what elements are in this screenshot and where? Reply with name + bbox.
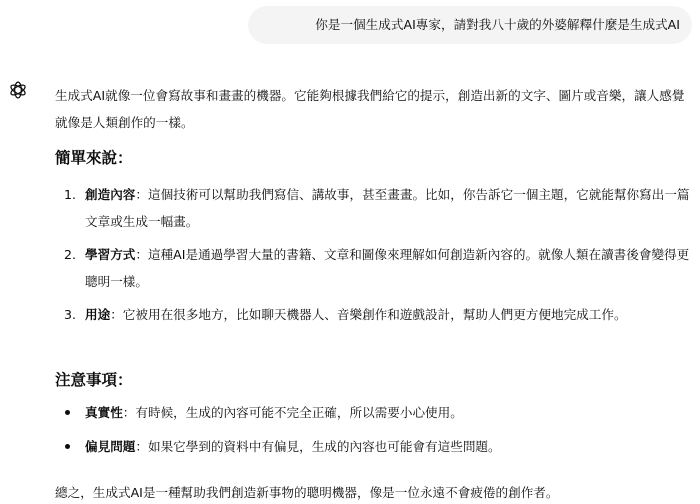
notes-list (55, 399, 695, 467)
list-text: ：這種AI是通過學習大量的書籍、文章和圖像來理解如何創造新內容的。就像人類在讀書後會變得更聰明一樣。 (85, 247, 690, 289)
list-term: 學習方式 (85, 247, 136, 262)
openai-logo-icon (8, 80, 28, 100)
list-number: 1. (64, 187, 77, 202)
list-item (55, 301, 695, 328)
user-message-bubble (248, 6, 692, 44)
section-heading-notes: 注意事項： (55, 371, 133, 389)
intro-paragraph: 生成式AI就像一位會寫故事和畫畫的機器。它能夠根據我們給它的提示，創造出新的文字、圖片或音樂，讓人感覺就像是人類創作的一樣。 (55, 88, 685, 130)
list-term: 真實性 (85, 405, 123, 420)
list-text: ：它被用在很多地方，比如聊天機器人、音樂創作和遊戲設計，幫助人們更方便地完成工作。 (110, 307, 627, 322)
list-text: ：有時候，生成的內容可能不完全正確，所以需要小心使用。 (122, 405, 463, 420)
steps-list (55, 181, 695, 334)
list-term: 偏見問題 (85, 439, 136, 454)
list-text: ：這個技術可以幫助我們寫信、講故事，甚至畫畫。比如，你告訴它一個主題，它就能幫你寫出一篇文章或生成一幅畫。 (85, 187, 690, 229)
user-message-text: 你是一個生成式AI專家，請對我八十歲的外婆解釋什麼是生成式AI (315, 17, 680, 32)
list-number: 3. (64, 307, 77, 322)
list-term: 創造內容 (85, 187, 136, 202)
list-number: 2. (64, 247, 77, 262)
list-term: 用途 (85, 307, 111, 322)
list-item (55, 241, 695, 295)
summary-paragraph: 總之，生成式AI是一種幫助我們創造新事物的聰明機器，像是一位永遠不會疲倦的創作者。 (55, 485, 559, 500)
bullet-icon (65, 444, 70, 449)
bullet-icon (65, 410, 70, 415)
list-item (55, 433, 695, 460)
list-item (55, 181, 695, 235)
section-heading-simple: 簡單來說： (55, 149, 133, 167)
list-item (55, 399, 695, 426)
list-text: ：如果它學到的資料中有偏見，生成的內容也可能會有這些問題。 (135, 439, 501, 454)
